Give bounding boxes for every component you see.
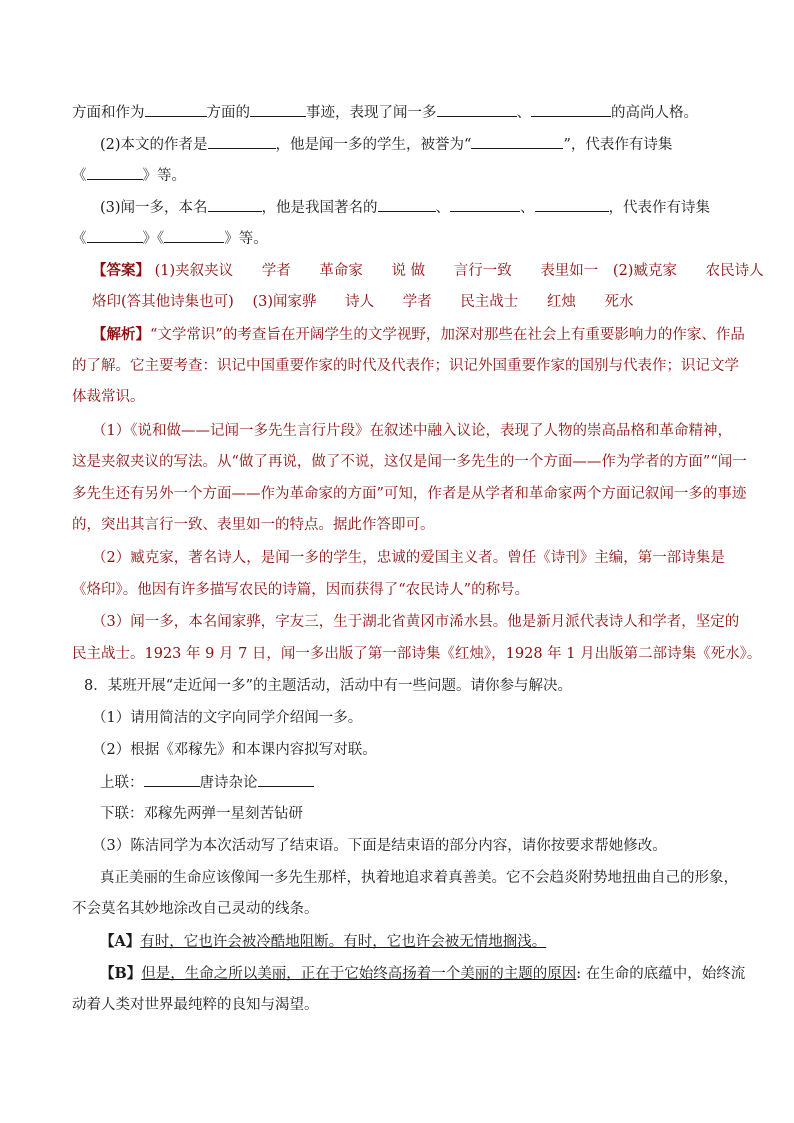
passage-text: 不会莫名其妙地涂改自己灵动的线条。 [72,901,319,917]
analysis-text: 的，突出其言行一致、表里如一的特点。据此作答即可。 [72,517,435,533]
text: 《 [72,168,87,184]
couplet-upper [100,772,314,793]
passage-b [100,964,745,984]
answer-item: 说 做 [391,263,426,279]
analysis-text: （3）闻一多，本名闻家骅，字友三，生于湖北省黄冈市浠水县。他是新月派代表诗人和学者，坚定的 [92,614,740,630]
answer-blank [378,197,436,212]
answer-item: 表里如一 [540,263,599,279]
text: 《 [72,231,87,247]
passage-a [100,932,546,952]
text: ”，代表作有诗集 [563,137,673,153]
question-sub: （2）根据《邓稼先》和本课内容拟写对联。 [92,742,377,758]
answer-item: (2)臧克家 [612,263,677,279]
text: 、 [520,200,535,216]
sentence-b: 但是，生命之所以美丽，正在于它始终高扬着一个美丽的主题的原因 [141,966,577,982]
analysis-text: 《烙印》。他因有许多描写农民的诗篇，因而获得了“农民诗人”的称号。 [72,582,530,598]
text: 上联： [100,775,144,791]
answer-item: 学者 [261,263,291,279]
answer-item: 学者 [402,294,432,310]
analysis-text: （1）《说和做——记闻一多先生言行片段》在叙述中融入议论，表现了人物的崇高品格和革命精神， [92,423,732,439]
text: (3)闻一多，本名 [100,200,208,216]
answer-row2 [92,292,634,312]
answer-blank [531,102,611,117]
text: ，他是闻一多的学生，被誉为“ [275,137,472,153]
text: ，他是我国著名的 [261,200,378,216]
answer-item: 死水 [604,294,634,310]
text: 、 [435,200,451,216]
passage-text: 真正美丽的生命应该像闻一多先生那样，执着地追求着真善美。它不会趋炎附势地扭曲自己的形象， [100,870,738,886]
text: (2)本文的作者是 [100,137,208,153]
answer-blank [450,197,520,212]
answer-blank [437,102,517,117]
answer-item: 农民诗人 [705,263,764,279]
answer-blank [87,165,143,180]
q7-sub3 [100,197,710,218]
answer-blank [535,197,609,212]
text: 、 [516,105,531,121]
answer-label: 【答案】 [92,262,150,279]
answer-blank [250,102,306,117]
analysis-text: 多先生还有另外一个方面——作为革命家的方面”可知，作者是从学者和革命家两个方面记叙闻一多的事迹 [72,486,747,502]
text: 唐诗杂论 [199,775,258,791]
answer-item: 革命家 [319,263,363,279]
answer-blank [208,197,262,212]
analysis-text: （2）臧克家，著名诗人，是闻一多的学生，忠诚的爱国主义者。曾任《诗刊》主编，第一部诗集是 [92,550,725,566]
answer-item: 诗人 [345,294,375,310]
text: : 在生命的底蕴中，始终流 [576,966,746,982]
answer-blank [145,102,207,117]
analysis-text: 体裁常识。 [72,389,145,405]
question-sub: （1）请用简洁的文字向同学介绍闻一多。 [92,710,363,726]
answer-blank [87,228,143,243]
answer-item: (1)夹叙夹议 [154,263,234,279]
answer-item: 民主战士 [460,294,519,310]
q7-line1 [72,102,698,123]
analysis-label: 【解析】 [92,326,150,343]
question-stem: 8．某班开展“走近闻一多”的主题活动，活动中有一些问题。请你参与解决。 [84,678,573,694]
q7-sub2-cont [72,165,186,186]
answer-blank [208,134,276,149]
text: 的高尚人格。 [611,105,698,121]
answer-item: 言行一致 [453,263,512,279]
analysis-text: 民主战士。1923 年 9 月 7 日，闻一多出版了第一部诗集《红烛》，1928 年 1 月出版第二部诗集《死水》。 [72,646,762,662]
q7-sub2 [100,134,672,155]
answer-item: 红烛 [546,294,576,310]
text: 》等。 [142,168,186,184]
text: 》等。 [224,231,268,247]
answer-item: (3)闻家骅 [252,294,317,310]
analysis-text: 这是夹叙夹议的写法。从“做了再说，做了不说，这仅是闻一多先生的一个方面——作为学者的方面”“闻一 [72,454,747,470]
couplet-lower: 下联：邓稼先两弹一星刻苦钻研 [100,806,303,822]
text: ，代表作有诗集 [608,200,711,216]
answer-blank [164,228,224,243]
label-b: 【B】 [100,965,142,982]
text: 》《 [142,231,165,247]
answer-row1 [92,261,764,281]
text: “文学常识”的考查旨在开阔学生的文学视野，加深对那些在社会上有重要影响力的作家、作品 [150,327,745,343]
answer-item: 烙印(答其他诗集也可) [92,294,234,310]
text: 事迹，表现了闻一多 [306,105,437,121]
label-a: 【A】 [100,933,141,950]
sentence-a: 有时，它也许会被冷酷地阻断。有时，它也许会被无情地搁浅。 [140,934,547,950]
passage-text: 动着人类对世界最纯粹的良知与渴望。 [72,997,319,1013]
analysis-text: 的了解。它主要考查：识记中国重要作家的时代及代表作；识记外国重要作家的国别与代表作；识记文学 [72,358,739,374]
answer-blank [258,772,314,787]
text: 方面的 [206,105,250,121]
analysis-p1 [92,325,745,345]
question-sub: （3）陈洁同学为本次活动写了结束语。下面是结束语的部分内容，请你按要求帮她修改。 [92,838,667,854]
answer-blank [471,134,563,149]
answer-blank [144,772,200,787]
q7-sub3-cont [72,228,268,249]
text: 方面和作为 [72,105,145,121]
